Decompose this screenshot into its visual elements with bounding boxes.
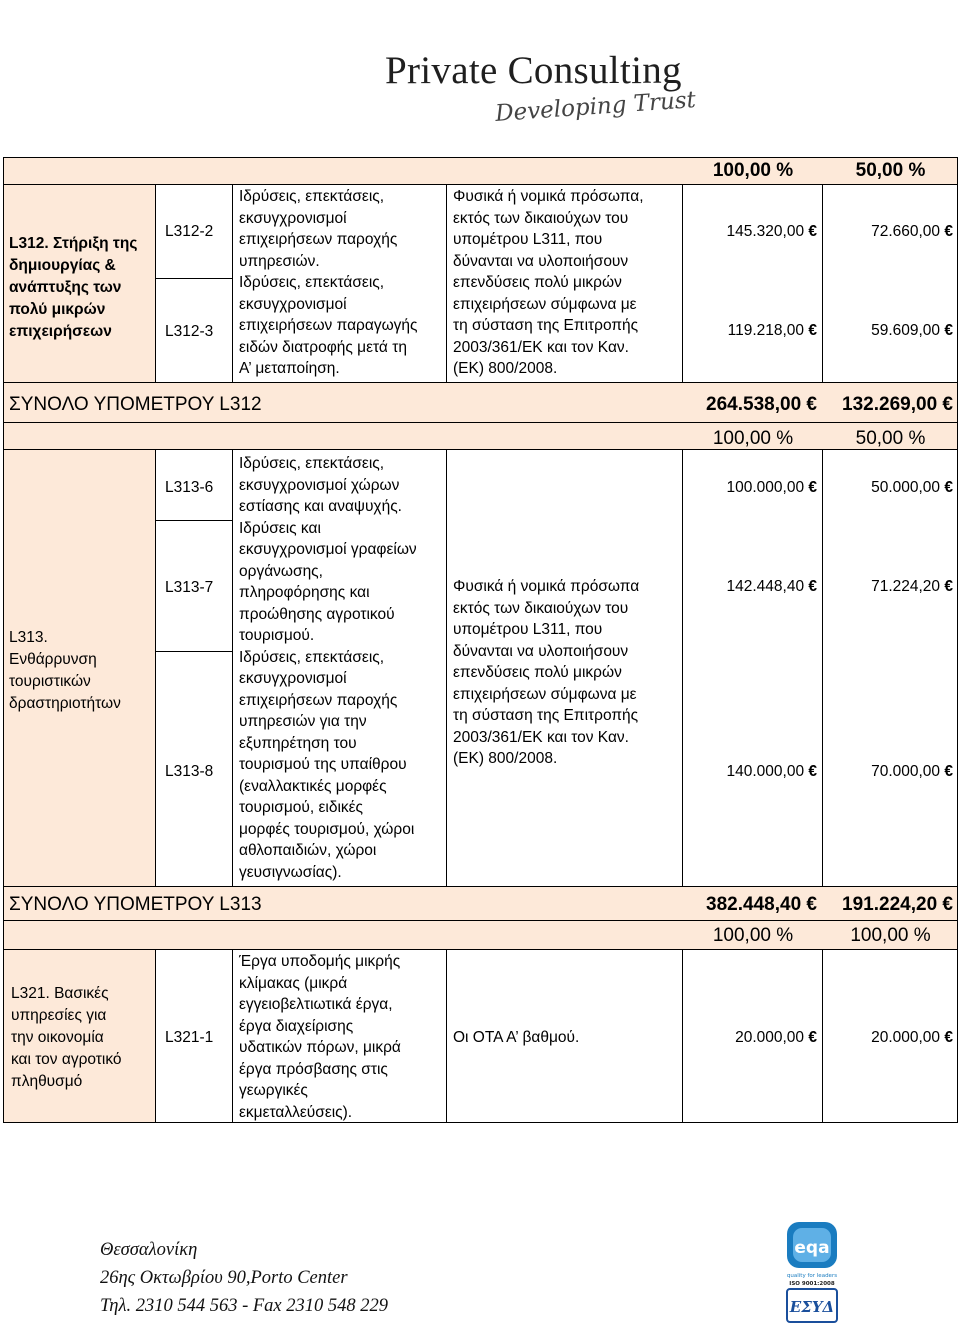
l313-total-1: 382.448,40 € (706, 894, 817, 915)
company-logo (385, 48, 715, 128)
l312-total-2: 132.269,00 € (842, 394, 953, 415)
svg-text:ISO 9001:2008: ISO 9001:2008 (789, 1281, 835, 1287)
footer-address (100, 1236, 388, 1320)
svg-text:ΕΣΥΔ: ΕΣΥΔ (789, 1298, 835, 1316)
l321-beneficiaries: Οι ΟΤΑ Α’ βαθμού. (453, 1029, 580, 1046)
l321-code: L321-1 (165, 1029, 214, 1046)
svg-text:quality for leaders: quality for leaders (786, 1273, 838, 1279)
l312-beneficiaries: Φυσικά ή νομικά πρόσωπα, εκτός των δικαιούχων του υπομέτρου L311, που δύνανται να υλοποιήσουν επενδύσεις πολύ μικρών επιχειρήσεων σύμφωνα με τη σύσταση της Επιτροπής 2003/361/ΕΚ και τον Καν. (ΕΚ) 800/2008. (453, 188, 644, 377)
l312-code-2: L312-3 (165, 323, 214, 340)
l312-header-pct-1: 100,00 % (712, 160, 794, 181)
l313-actions: Ιδρύσεις, επεκτάσεις, εκσυγχρονισμοί χώρων εστίασης και αναψυχής. Ιδρύσεις και εκσυγχρονισμοί γραφείων οργάνωσης, πληροφόρησης και προώθησης αγροτικού τουρισμού. Ιδρύσεις, επεκτάσεις, εκσυγχρονισμοί επιχειρήσεων παροχής υπηρεσιών για την εξυπηρέτηση του τουρισμού της υπαίθρου (εναλλακτικές μορφές τουρισμού, ειδικές μορφές τουρισμού, χώροι αθλοπαιδιών, χώροι γευσιγνωσίας). (239, 455, 417, 881)
l312-code-1: L312-2 (165, 223, 214, 240)
l312-amount-row1-col2: 72.660,00 € (871, 223, 953, 240)
l313-amount-row1-col1: 100.000,00 € (726, 479, 817, 496)
l312-amount-col-2 (822, 184, 958, 383)
measures-table (3, 157, 958, 1123)
svg-text:eqa: eqa (794, 1238, 830, 1258)
l313-amount-row1-col2: 50.000,00 € (871, 479, 953, 496)
l313-header-pct-1: 100,00 % (712, 428, 794, 449)
footer-phone: Τηλ. 2310 544 563 - Fax 2310 548 229 (100, 1296, 389, 1316)
eqa-iso-logo-icon (783, 1222, 841, 1324)
l313-measure-title: L313. Ενθάρρυνση τουριστικών δραστηριοτήτων (9, 629, 121, 712)
l312-total-1: 264.538,00 € (706, 394, 817, 415)
l312-measure-title: L312. Στήριξη της δημιουργίας & ανάπτυξης των πολύ μικρών επιχειρήσεων (9, 235, 138, 340)
l321-actions: Έργα υποδομής μικρής κλίμακας (μικρά εγγειοβελτιωτικά έργα, έργα διαχείρισης υδατικών πόρων, μικρά έργα πρόσβασης στις γεωργικές εκμεταλλεύσεις). (239, 953, 401, 1121)
l321-measure-title: L321. Βασικές υπηρεσίες για την οικονομία και τον αγροτικό πληθυσμό (11, 985, 122, 1090)
l321-amount-col2: 20.000,00 € (871, 1029, 953, 1046)
brand-name: Private Consulting (385, 49, 682, 92)
brand-tagline: Developing Trust (494, 87, 697, 127)
l321-header-pct-2: 100,00 % (850, 925, 931, 946)
l313-amount-row3-col2: 70.000,00 € (871, 763, 953, 780)
l312-amount-row2-col1: 119.218,00 € (727, 322, 817, 339)
l312-header-pct-2: 50,00 % (855, 160, 926, 181)
l312-amount-row2-col2: 59.609,00 € (871, 322, 953, 339)
l313-amount-row2-col1: 142.448,40 € (726, 578, 817, 595)
l313-header-pct-2: 50,00 % (855, 428, 926, 449)
l312-total-label: ΣΥΝΟΛΟ ΥΠΟΜΕΤΡΟΥ L312 (9, 394, 262, 415)
l321-header-pct-1: 100,00 % (712, 925, 794, 946)
l313-amount-col-2 (822, 449, 958, 887)
l313-amount-col-1 (682, 449, 823, 887)
l312-amount-row1-col1: 145.320,00 € (726, 223, 817, 240)
l313-total-2: 191.224,20 € (842, 894, 953, 915)
l313-amount-row3-col1: 140.000,00 € (726, 763, 817, 780)
l313-code-3: L313-8 (165, 763, 214, 780)
l312-actions: Ιδρύσεις, επεκτάσεις, εκσυγχρονισμοί επιχειρήσεων παροχής υπηρεσιών. Ιδρύσεις, επεκτάσεις, εκσυγχρονισμοί επιχειρήσεων παραγωγής ειδών διατροφής μετά τη Α’ μεταποίηση. (239, 188, 418, 377)
l313-beneficiaries: Φυσικά ή νομικά πρόσωπα εκτός των δικαιούχων του υπομέτρου L311, που δύνανται να υλοποιήσουν επενδύσεις πολύ μικρών επιχειρήσεων σύμφωνα με τη σύσταση της Επιτροπής 2003/361/ΕΚ και τον Καν. (ΕΚ) 800/2008. (453, 578, 640, 767)
footer-city: Θεσσαλονίκη (100, 1240, 198, 1260)
l321-amount-col1: 20.000,00 € (735, 1029, 817, 1046)
l313-total-label: ΣΥΝΟΛΟ ΥΠΟΜΕΤΡΟΥ L313 (9, 894, 262, 915)
l312-amount-col-1 (682, 184, 823, 383)
l313-code-2: L313-7 (165, 579, 214, 596)
footer-street: 26ης Οκτωβρίου 90,Porto Center (100, 1268, 348, 1288)
l313-amount-row2-col2: 71.224,20 € (871, 578, 953, 595)
certification-logos (783, 1222, 841, 1324)
l313-code-1: L313-6 (165, 479, 214, 496)
